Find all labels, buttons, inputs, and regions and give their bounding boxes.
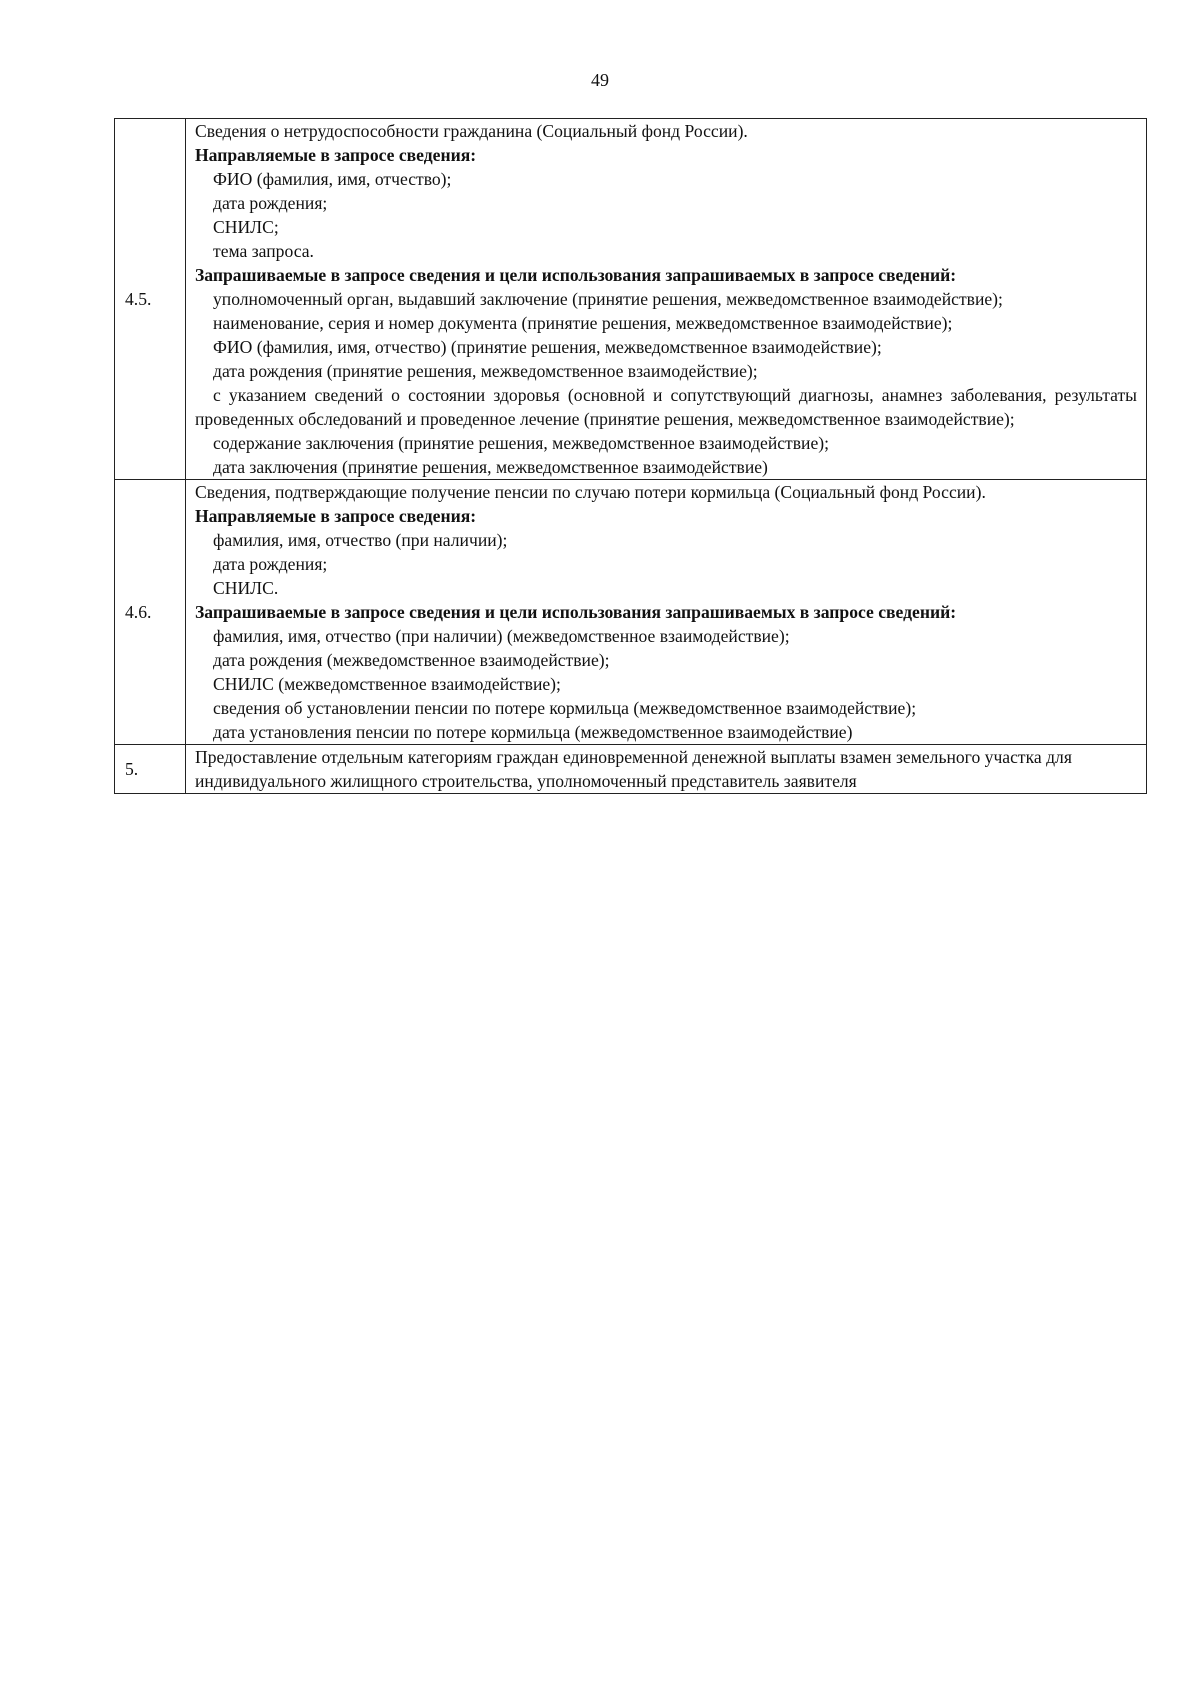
requested-item: уполномоченный орган, выдавший заключение (принятие решения, межведомственное взаимодействие); (213, 289, 1003, 309)
row-number: 5. (115, 745, 186, 794)
requested-item: наименование, серия и номер документа (принятие решения, межведомственное взаимодействие); (213, 313, 953, 333)
sent-item: дата рождения; (213, 193, 328, 213)
sent-item: дата рождения; (213, 554, 328, 574)
sent-item: фамилия, имя, отчество (при наличии); (213, 530, 508, 550)
requested-item: сведения об установлении пенсии по потере кормильца (межведомственное взаимодействие); (213, 698, 917, 718)
requested-heading: Запрашиваемые в запросе сведения и цели использования запрашиваемых в запросе сведений: (195, 602, 957, 622)
table-row (115, 745, 1147, 794)
table-row (115, 480, 1147, 745)
requested-item: дата заключения (принятие решения, межведомственное взаимодействие) (213, 457, 768, 477)
requested-item: содержание заключения (принятие решения, межведомственное взаимодействие); (213, 433, 830, 453)
requested-item: СНИЛС (межведомственное взаимодействие); (213, 674, 561, 694)
row-number: 4.6. (115, 480, 186, 745)
requested-item: с указанием сведений о состоянии здоровья (основной и сопутствующий диагнозы, анамнез заболевания, результаты проведенных обследований и проведенное лечение (принятие решения, межведомственное взаимодействие); (195, 385, 1137, 429)
requested-item: дата рождения (принятие решения, межведомственное взаимодействие); (213, 361, 758, 381)
row-content: Предоставление отдельным категориям граждан единовременной денежной выплаты взамен земельного участка для индивидуального жилищного строительства, уполномоченный представитель заявителя (186, 745, 1147, 794)
table-row (115, 119, 1147, 480)
requested-item: дата установления пенсии по потере кормильца (межведомственное взаимодействие) (213, 722, 853, 742)
sent-item: СНИЛС. (213, 578, 279, 598)
services-table (114, 118, 1147, 794)
page-number: 49 (591, 70, 609, 90)
row-title: Сведения, подтверждающие получение пенсии по случаю потери кормильца (Социальный фонд России). (195, 482, 986, 502)
requested-item: дата рождения (межведомственное взаимодействие); (213, 650, 610, 670)
sent-item: ФИО (фамилия, имя, отчество); (213, 169, 452, 189)
row-number: 4.5. (115, 119, 186, 480)
row-content (186, 119, 1147, 480)
row-content (186, 480, 1147, 745)
requested-heading: Запрашиваемые в запросе сведения и цели использования запрашиваемых в запросе сведений: (195, 265, 957, 285)
row-title: Сведения о нетрудоспособности гражданина (Социальный фонд России). (195, 121, 748, 141)
sent-item: СНИЛС; (213, 217, 279, 237)
requested-item: фамилия, имя, отчество (при наличии) (межведомственное взаимодействие); (213, 626, 790, 646)
sent-item: тема запроса. (213, 241, 314, 261)
sent-heading: Направляемые в запросе сведения: (195, 506, 477, 526)
requested-item: ФИО (фамилия, имя, отчество) (принятие решения, межведомственное взаимодействие); (213, 337, 882, 357)
sent-heading: Направляемые в запросе сведения: (195, 145, 477, 165)
